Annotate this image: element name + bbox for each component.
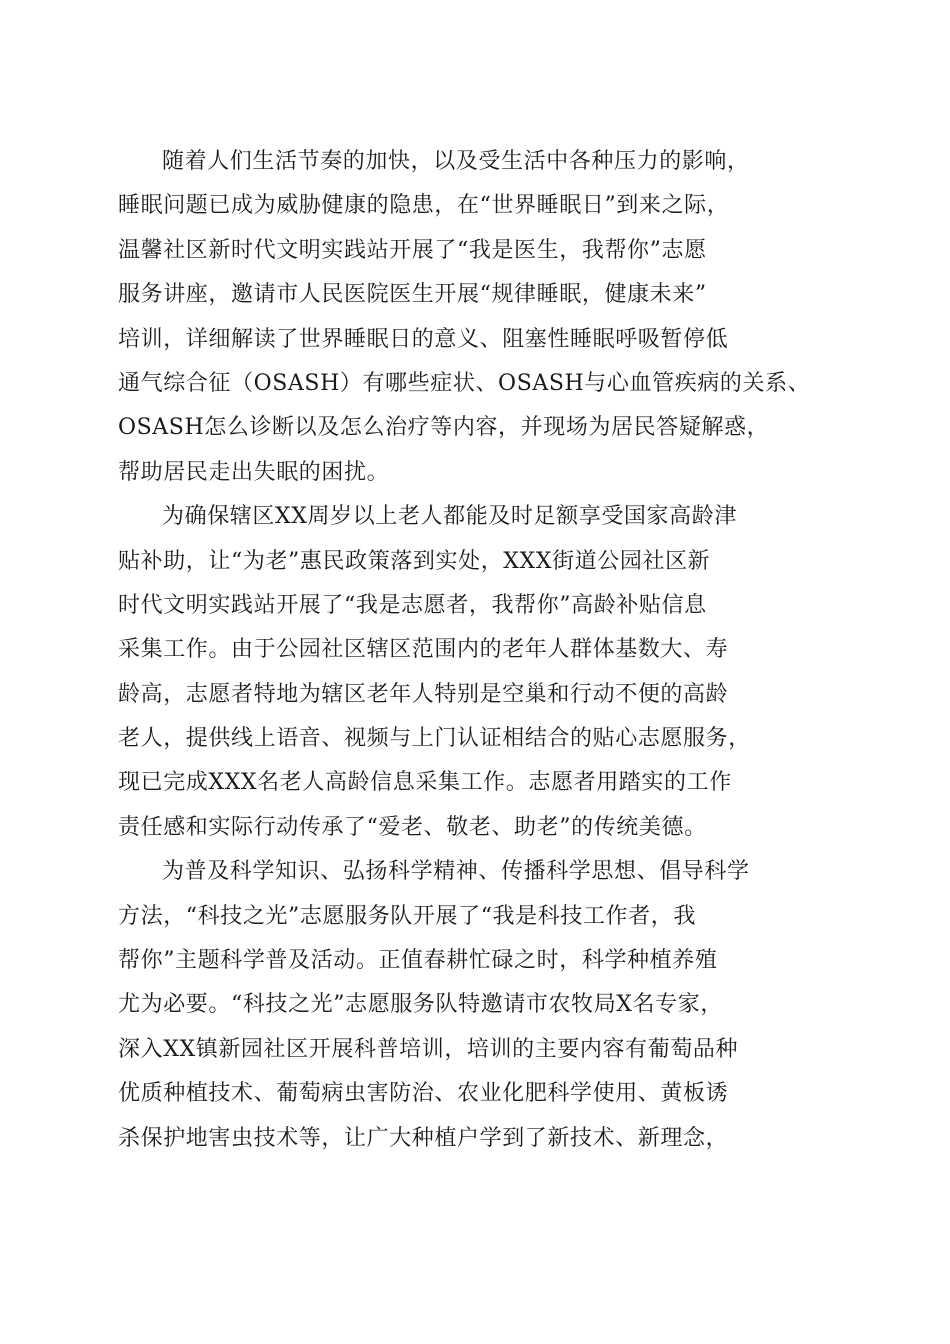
paragraph-line: 优质种植技术、葡萄病虫害防治、农业化肥科学使用、黄板诱 (118, 1081, 729, 1107)
paragraph-line: 尤为必要。“科技之光”志愿服务队特邀请市农牧局X名专家， (118, 992, 723, 1018)
paragraph-line: 睡眠问题已成为威胁健康的隐患，在“世界睡眠日”到来之际， (118, 193, 730, 219)
paragraph-line: 杀保护地害虫技术等，让广大种植户学到了新技术、新理念， (118, 1125, 729, 1151)
paragraph-line: 帮助居民走出失眠的困扰。 (118, 459, 390, 485)
paragraph-line: 服务讲座，邀请市人民医院医生开展“规律睡眠，健康未来” (118, 282, 707, 308)
paragraph-line: 为确保辖区XX周岁以上老人都能及时足额享受国家高龄津 (162, 504, 737, 530)
paragraph-line: 为普及科学知识、弘扬科学精神、传播科学思想、倡导科学 (162, 859, 750, 885)
paragraph-elderly-subsidy (118, 495, 838, 850)
paragraph-line: 随着人们生活节奏的加快，以及受生活中各种压力的影响， (162, 149, 750, 174)
paragraph-line: 现已完成XXX名老人高龄信息采集工作。志愿者用踏实的工作 (118, 770, 732, 796)
body-text (118, 140, 838, 1161)
paragraph-line: 龄高，志愿者特地为辖区老年人特别是空巢和行动不便的高龄 (118, 681, 729, 707)
paragraph-science-outreach (118, 850, 838, 1161)
paragraph-line: 责任感和实际行动传承了“爱老、敬老、助老”的传统美德。 (118, 814, 707, 840)
paragraph-line: 培训，详细解读了世界睡眠日的意义、阻塞性睡眠呼吸暂停低 (118, 326, 729, 352)
paragraph-line: 通气综合征（OSASH）有哪些症状、OSASH与心血管疾病的关系、 (118, 370, 811, 396)
paragraph-line: 时代文明实践站开展了“我是志愿者，我帮你”高龄补贴信息 (118, 592, 707, 618)
paragraph-line: 采集工作。由于公园社区辖区范围内的老年人群体基数大、寿 (118, 637, 729, 663)
paragraph-line: 贴补助，让“为老”惠民政策落到实处，XXX街道公园社区新 (118, 548, 711, 574)
paragraph-sleep-lecture (118, 140, 838, 495)
paragraph-line: 方法，“科技之光”志愿服务队开展了“我是科技工作者，我 (118, 903, 696, 929)
paragraph-line: 老人，提供线上语音、视频与上门认证相结合的贴心志愿服务， (118, 726, 751, 752)
paragraph-line: 温馨社区新时代文明实践站开展了“我是医生，我帮你”志愿 (118, 237, 707, 263)
paragraph-line: 深入XX镇新园社区开展科普培训，培训的主要内容有葡萄品种 (118, 1036, 739, 1062)
paragraph-line: OSASH怎么诊断以及怎么治疗等内容，并现场为居民答疑解惑， (118, 415, 770, 441)
paragraph-line: 帮你”主题科学普及活动。正值春耕忙碌之时，科学种植养殖 (118, 948, 718, 974)
